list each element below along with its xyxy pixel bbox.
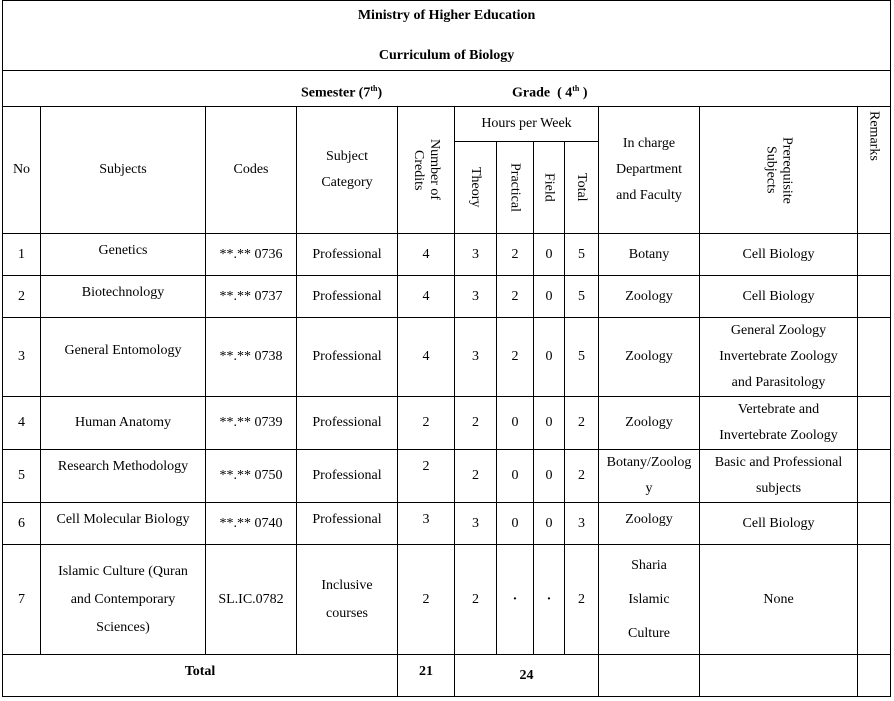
row-credits: 4 [398, 234, 455, 276]
col-header-category: Subject Category [297, 107, 398, 234]
row-dept: Zoology [599, 318, 700, 397]
semester-label: Semester (7th) [301, 83, 383, 101]
row-practical: 0 [497, 397, 534, 450]
table-row [3, 503, 891, 545]
row-theory: 2 [455, 397, 497, 450]
row-category: Professional [297, 503, 398, 545]
col-header-theory: Theory [455, 142, 497, 234]
row-remarks [858, 397, 891, 450]
totals-credits: 21 [398, 655, 455, 697]
row-subject: Biotechnology [41, 276, 206, 318]
row-total: 5 [565, 318, 599, 397]
row-prereq: Cell Biology [700, 503, 858, 545]
table-row [3, 450, 891, 503]
row-theory: 3 [455, 503, 497, 545]
row-theory: 3 [455, 276, 497, 318]
row-total: 2 [565, 397, 599, 450]
row-practical: · [497, 545, 534, 655]
row-theory: 3 [455, 234, 497, 276]
table-title [3, 1, 891, 71]
row-field: 0 [534, 318, 565, 397]
col-header-total: Total [565, 142, 599, 234]
row-subject: Genetics [41, 234, 206, 276]
row-subject: General Entomology [41, 318, 206, 397]
row-category: Professional [297, 450, 398, 503]
row-subject: Research Methodology [41, 450, 206, 503]
row-dept: Botany [599, 234, 700, 276]
row-theory: 2 [455, 450, 497, 503]
row-no: 7 [3, 545, 41, 655]
row-code: **.** 0740 [206, 503, 297, 545]
row-remarks [858, 234, 891, 276]
row-credits: 2 [398, 397, 455, 450]
row-credits: 4 [398, 276, 455, 318]
col-header-codes: Codes [206, 107, 297, 234]
grade-label: Grade ( 4th ) [512, 83, 588, 101]
row-practical: 2 [497, 234, 534, 276]
row-prereq: General Zoology Invertebrate Zoology and Parasitology [700, 318, 858, 397]
row-code: **.** 0736 [206, 234, 297, 276]
row-total: 3 [565, 503, 599, 545]
row-field: · [534, 545, 565, 655]
row-prereq: Cell Biology [700, 234, 858, 276]
row-theory: 2 [455, 545, 497, 655]
col-header-no: No [3, 107, 41, 234]
totals-row [3, 655, 891, 697]
col-header-prereq: Prerequisite Subjects [700, 107, 858, 234]
row-code: SL.IC.0782 [206, 545, 297, 655]
row-category: Inclusive courses [297, 545, 398, 655]
row-total: 2 [565, 450, 599, 503]
row-no: 2 [3, 276, 41, 318]
row-prereq: Vertebrate and Invertebrate Zoology [700, 397, 858, 450]
col-header-hours: Hours per Week [455, 107, 599, 142]
col-header-incharge: In charge Department and Faculty [599, 107, 700, 234]
row-practical: 2 [497, 276, 534, 318]
row-dept: Botany/Zoology [599, 450, 700, 503]
totals-prereq-empty [700, 655, 858, 697]
row-no: 3 [3, 318, 41, 397]
row-category: Professional [297, 318, 398, 397]
ministry-title: Ministry of Higher Education [357, 7, 536, 23]
row-prereq: Basic and Professional subjects [700, 450, 858, 503]
row-no: 6 [3, 503, 41, 545]
row-credits: 2 [398, 450, 455, 503]
col-header-field: Field [534, 142, 565, 234]
row-no: 4 [3, 397, 41, 450]
row-credits: 2 [398, 545, 455, 655]
row-field: 0 [534, 450, 565, 503]
row-category: Professional [297, 397, 398, 450]
table-row [3, 545, 891, 655]
row-prereq: Cell Biology [700, 276, 858, 318]
row-code: **.** 0737 [206, 276, 297, 318]
row-practical: 0 [497, 450, 534, 503]
totals-label: Total [3, 655, 398, 697]
table-row [3, 276, 891, 318]
row-total: 5 [565, 234, 599, 276]
row-credits: 4 [398, 318, 455, 397]
row-field: 0 [534, 503, 565, 545]
row-field: 0 [534, 276, 565, 318]
row-no: 1 [3, 234, 41, 276]
row-prereq: None [700, 545, 858, 655]
row-no: 5 [3, 450, 41, 503]
totals-dept-empty [599, 655, 700, 697]
row-remarks [858, 545, 891, 655]
col-header-remarks: Remarks [858, 107, 891, 234]
row-credits: 3 [398, 503, 455, 545]
row-category: Professional [297, 276, 398, 318]
table-row [3, 318, 891, 397]
row-total: 5 [565, 276, 599, 318]
row-field: 0 [534, 397, 565, 450]
col-header-practical: Practical [497, 142, 534, 234]
row-remarks [858, 318, 891, 397]
row-category: Professional [297, 234, 398, 276]
row-remarks [858, 450, 891, 503]
totals-remarks-empty [858, 655, 891, 697]
curriculum-table [2, 0, 891, 697]
col-header-credits: Number of Credits [398, 107, 455, 234]
curriculum-document [2, 0, 890, 699]
row-subject: Cell Molecular Biology [41, 503, 206, 545]
table-row [3, 397, 891, 450]
row-code: **.** 0739 [206, 397, 297, 450]
row-dept: Sharia Islamic Culture [599, 545, 700, 655]
row-subject: Islamic Culture (Quran and Contemporary Sciences) [41, 545, 206, 655]
row-remarks [858, 503, 891, 545]
row-total: 2 [565, 545, 599, 655]
curriculum-title: Curriculum of Biology [378, 47, 515, 63]
totals-hours: 24 [455, 655, 599, 697]
row-dept: Zoology [599, 397, 700, 450]
row-practical: 0 [497, 503, 534, 545]
row-remarks [858, 276, 891, 318]
row-code: **.** 0750 [206, 450, 297, 503]
row-subject: Human Anatomy [41, 397, 206, 450]
semester-grade-row [3, 71, 891, 107]
row-field: 0 [534, 234, 565, 276]
table-row [3, 234, 891, 276]
row-dept: Zoology [599, 276, 700, 318]
row-theory: 3 [455, 318, 497, 397]
row-dept: Zoology [599, 503, 700, 545]
col-header-subjects: Subjects [41, 107, 206, 234]
row-practical: 2 [497, 318, 534, 397]
row-code: **.** 0738 [206, 318, 297, 397]
